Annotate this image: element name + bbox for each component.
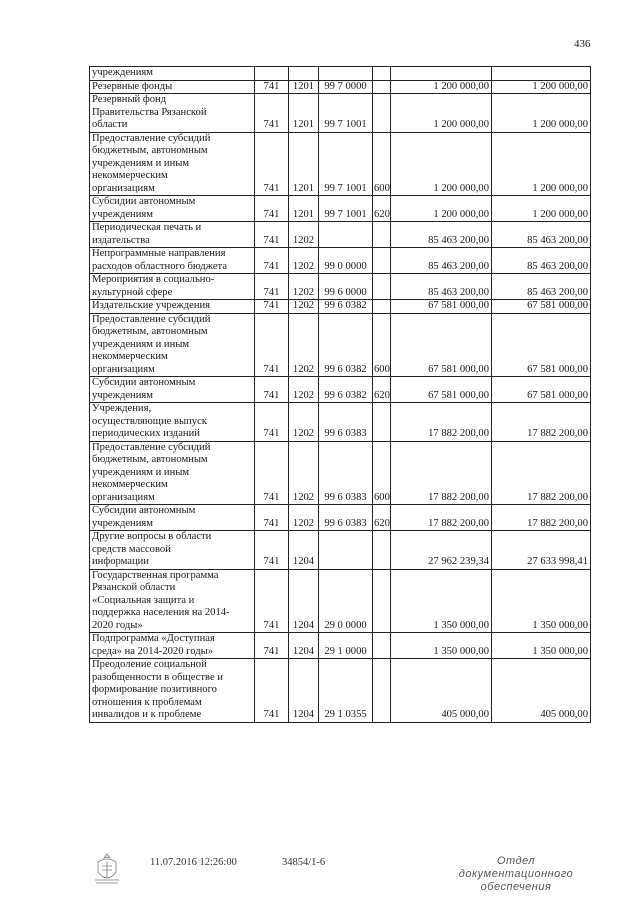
row-vr bbox=[373, 67, 391, 81]
row-name: Предоставление субсидий бюджетным, автономным учреждениям и иным некоммерческим организациям bbox=[90, 132, 255, 196]
row-vr: 600 bbox=[373, 441, 391, 505]
table-row bbox=[90, 196, 591, 222]
row-sum-2016: 1 200 000,00 bbox=[391, 132, 492, 196]
row-sum-2016: 405 000,00 bbox=[391, 659, 492, 723]
table-row bbox=[90, 94, 591, 133]
table-row bbox=[90, 377, 591, 403]
row-sum-2016: 67 581 000,00 bbox=[391, 377, 492, 403]
row-name: Подпрограмма «Доступная среда» на 2014-2020 годы» bbox=[90, 633, 255, 659]
row-name: Мероприятия в социально- культурной сфере bbox=[90, 274, 255, 300]
row-sum-2017: 405 000,00 bbox=[492, 659, 591, 723]
row-ved: 741 bbox=[255, 505, 289, 531]
row-vr: 620 bbox=[373, 196, 391, 222]
row-sum-2017: 1 350 000,00 bbox=[492, 569, 591, 633]
row-sum-2017: 85 463 200,00 bbox=[492, 248, 591, 274]
row-sum-2016: 1 350 000,00 bbox=[391, 569, 492, 633]
row-ved: 741 bbox=[255, 377, 289, 403]
row-vr bbox=[373, 248, 391, 274]
row-sum-2017: 1 200 000,00 bbox=[492, 80, 591, 94]
row-sum-2016: 1 200 000,00 bbox=[391, 94, 492, 133]
footer-doc-number: 34854/1-6 bbox=[282, 857, 326, 868]
table-row bbox=[90, 313, 591, 377]
footer-stamp: Отдел документационного обеспечения bbox=[458, 855, 574, 893]
row-ved: 741 bbox=[255, 531, 289, 570]
row-csr: 99 6 0382 bbox=[319, 377, 373, 403]
row-sum-2016: 85 463 200,00 bbox=[391, 248, 492, 274]
table-row bbox=[90, 222, 591, 248]
emblem-icon bbox=[92, 852, 122, 886]
row-rz bbox=[289, 67, 319, 81]
row-rz: 1201 bbox=[289, 132, 319, 196]
row-vr bbox=[373, 403, 391, 442]
row-csr: 29 0 0000 bbox=[319, 569, 373, 633]
row-name: Издательские учреждения bbox=[90, 300, 255, 314]
row-rz: 1201 bbox=[289, 94, 319, 133]
row-ved: 741 bbox=[255, 569, 289, 633]
table-row bbox=[90, 441, 591, 505]
row-csr: 99 6 0383 bbox=[319, 403, 373, 442]
row-sum-2016: 1 200 000,00 bbox=[391, 80, 492, 94]
row-name: Субсидии автономным учреждениям bbox=[90, 377, 255, 403]
row-name: Субсидии автономным учреждениям bbox=[90, 196, 255, 222]
row-ved bbox=[255, 67, 289, 81]
row-rz: 1202 bbox=[289, 377, 319, 403]
row-sum-2017: 1 350 000,00 bbox=[492, 633, 591, 659]
row-csr: 99 6 0000 bbox=[319, 274, 373, 300]
page-number: 436 bbox=[574, 38, 591, 50]
row-rz: 1204 bbox=[289, 569, 319, 633]
row-ved: 741 bbox=[255, 274, 289, 300]
row-name: Предоставление субсидий бюджетным, автономным учреждениям и иным некоммерческим организациям bbox=[90, 441, 255, 505]
row-csr: 99 6 0383 bbox=[319, 505, 373, 531]
row-csr: 99 6 0382 bbox=[319, 300, 373, 314]
row-sum-2016: 17 882 200,00 bbox=[391, 403, 492, 442]
row-csr: 99 7 0000 bbox=[319, 80, 373, 94]
row-sum-2016: 85 463 200,00 bbox=[391, 274, 492, 300]
row-name: Учреждения, осуществляющие выпуск периодических изданий bbox=[90, 403, 255, 442]
row-ved: 741 bbox=[255, 300, 289, 314]
row-sum-2017: 67 581 000,00 bbox=[492, 313, 591, 377]
row-csr: 29 1 0000 bbox=[319, 633, 373, 659]
row-sum-2017: 67 581 000,00 bbox=[492, 377, 591, 403]
row-vr: 620 bbox=[373, 505, 391, 531]
row-sum-2017: 85 463 200,00 bbox=[492, 274, 591, 300]
table-row bbox=[90, 300, 591, 314]
table-row bbox=[90, 633, 591, 659]
table-row bbox=[90, 505, 591, 531]
row-sum-2017: 17 882 200,00 bbox=[492, 441, 591, 505]
row-name: Государственная программа Рязанской области «Социальная защита и поддержка населения на 2014- 2020 годы» bbox=[90, 569, 255, 633]
row-csr bbox=[319, 67, 373, 81]
row-ved: 741 bbox=[255, 403, 289, 442]
row-name: Резервный фонд Правительства Рязанской области bbox=[90, 94, 255, 133]
row-sum-2016: 1 350 000,00 bbox=[391, 633, 492, 659]
row-ved: 741 bbox=[255, 196, 289, 222]
row-rz: 1202 bbox=[289, 505, 319, 531]
row-vr bbox=[373, 80, 391, 94]
row-vr bbox=[373, 300, 391, 314]
table-row bbox=[90, 274, 591, 300]
row-csr: 99 7 1001 bbox=[319, 132, 373, 196]
row-ved: 741 bbox=[255, 94, 289, 133]
row-sum-2016: 67 581 000,00 bbox=[391, 313, 492, 377]
table-row bbox=[90, 403, 591, 442]
row-csr: 99 6 0383 bbox=[319, 441, 373, 505]
row-name: Другие вопросы в области средств массовой информации bbox=[90, 531, 255, 570]
row-vr bbox=[373, 659, 391, 723]
row-vr bbox=[373, 531, 391, 570]
row-ved: 741 bbox=[255, 132, 289, 196]
row-vr bbox=[373, 94, 391, 133]
row-name: Преодоление социальной разобщенности в обществе и формирование позитивного отношения к проблемам инвалидов и к проблеме bbox=[90, 659, 255, 723]
row-csr: 99 7 1001 bbox=[319, 94, 373, 133]
row-sum-2016: 85 463 200,00 bbox=[391, 222, 492, 248]
table-row bbox=[90, 248, 591, 274]
row-sum-2016: 67 581 000,00 bbox=[391, 300, 492, 314]
row-ved: 741 bbox=[255, 441, 289, 505]
row-rz: 1201 bbox=[289, 196, 319, 222]
row-vr bbox=[373, 222, 391, 248]
row-name: Предоставление субсидий бюджетным, автономным учреждениям и иным некоммерческим организациям bbox=[90, 313, 255, 377]
row-ved: 741 bbox=[255, 222, 289, 248]
table-row bbox=[90, 531, 591, 570]
row-csr: 29 1 0355 bbox=[319, 659, 373, 723]
footer-datetime: 11.07.2016 12:26:00 bbox=[150, 857, 237, 868]
row-name: Резервные фонды bbox=[90, 80, 255, 94]
row-csr: 99 6 0382 bbox=[319, 313, 373, 377]
row-sum-2017: 1 200 000,00 bbox=[492, 94, 591, 133]
row-sum-2016 bbox=[391, 67, 492, 81]
row-vr bbox=[373, 633, 391, 659]
row-sum-2017: 17 882 200,00 bbox=[492, 403, 591, 442]
row-name: Периодическая печать и издательства bbox=[90, 222, 255, 248]
row-ved: 741 bbox=[255, 313, 289, 377]
row-sum-2017: 1 200 000,00 bbox=[492, 196, 591, 222]
row-vr: 600 bbox=[373, 132, 391, 196]
row-rz: 1204 bbox=[289, 659, 319, 723]
row-vr: 620 bbox=[373, 377, 391, 403]
table-row bbox=[90, 569, 591, 633]
row-vr bbox=[373, 569, 391, 633]
row-rz: 1202 bbox=[289, 441, 319, 505]
row-rz: 1204 bbox=[289, 633, 319, 659]
row-rz: 1202 bbox=[289, 222, 319, 248]
row-name: учреждениям bbox=[90, 67, 255, 81]
row-sum-2016: 27 962 239,34 bbox=[391, 531, 492, 570]
row-name: Субсидии автономным учреждениям bbox=[90, 505, 255, 531]
row-rz: 1202 bbox=[289, 274, 319, 300]
row-rz: 1201 bbox=[289, 80, 319, 94]
row-rz: 1202 bbox=[289, 313, 319, 377]
row-ved: 741 bbox=[255, 248, 289, 274]
row-vr: 600 bbox=[373, 313, 391, 377]
row-rz: 1202 bbox=[289, 300, 319, 314]
row-name: Непрограммные направления расходов областного бюджета bbox=[90, 248, 255, 274]
row-csr bbox=[319, 222, 373, 248]
budget-table bbox=[89, 66, 591, 723]
row-sum-2016: 17 882 200,00 bbox=[391, 441, 492, 505]
table-row bbox=[90, 132, 591, 196]
row-ved: 741 bbox=[255, 633, 289, 659]
row-sum-2017 bbox=[492, 67, 591, 81]
row-sum-2016: 1 200 000,00 bbox=[391, 196, 492, 222]
row-csr: 99 7 1001 bbox=[319, 196, 373, 222]
table-row bbox=[90, 659, 591, 723]
row-ved: 741 bbox=[255, 80, 289, 94]
row-rz: 1202 bbox=[289, 248, 319, 274]
row-csr: 99 0 0000 bbox=[319, 248, 373, 274]
row-sum-2017: 85 463 200,00 bbox=[492, 222, 591, 248]
row-sum-2017: 27 633 998,41 bbox=[492, 531, 591, 570]
table-row bbox=[90, 80, 591, 94]
row-sum-2017: 67 581 000,00 bbox=[492, 300, 591, 314]
row-ved: 741 bbox=[255, 659, 289, 723]
row-vr bbox=[373, 274, 391, 300]
row-rz: 1204 bbox=[289, 531, 319, 570]
table-row bbox=[90, 67, 591, 81]
row-rz: 1202 bbox=[289, 403, 319, 442]
row-sum-2017: 17 882 200,00 bbox=[492, 505, 591, 531]
row-sum-2016: 17 882 200,00 bbox=[391, 505, 492, 531]
row-csr bbox=[319, 531, 373, 570]
row-sum-2017: 1 200 000,00 bbox=[492, 132, 591, 196]
